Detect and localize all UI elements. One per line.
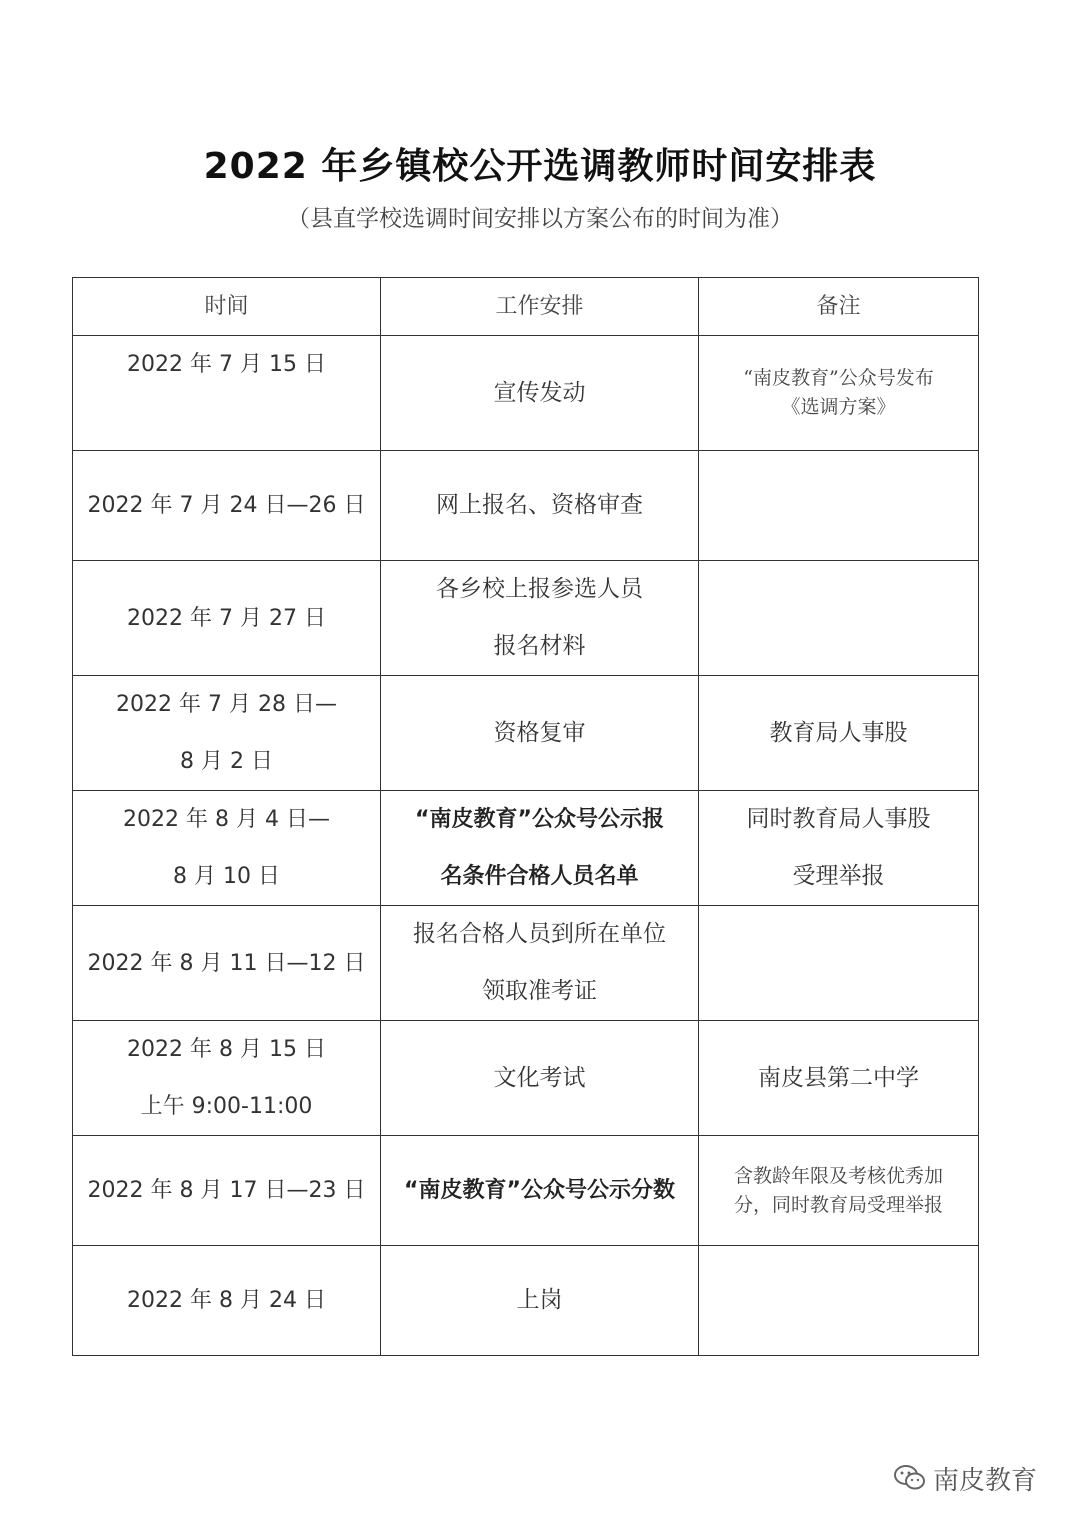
time-line: 2022 年 7 月 24 日—26 日 (87, 493, 366, 518)
note-line: 分，同时教育局受理举报 (733, 1193, 943, 1216)
table-row (73, 791, 979, 906)
note-cell (699, 451, 979, 561)
task-line: 网上报名、资格审查 (436, 492, 643, 518)
time-line: 2022 年 8 月 17 日—23 日 (87, 1178, 366, 1203)
time-cell (73, 336, 381, 451)
time-cell (73, 1246, 381, 1356)
time-cell (73, 561, 381, 676)
time-cell (73, 906, 381, 1021)
note-cell (699, 336, 979, 451)
time-line: 2022 年 8 月 15 日 (127, 1037, 326, 1062)
table-row (73, 1136, 979, 1246)
note-line: 受理举报 (792, 863, 885, 889)
table-row (73, 1246, 979, 1356)
table-row (73, 451, 979, 561)
time-cell (73, 676, 381, 791)
note-cell (699, 1136, 979, 1246)
task-cell (381, 451, 699, 561)
document-title: 2022 年乡镇校公开选调教师时间安排表 (203, 146, 877, 187)
note-cell (699, 791, 979, 906)
note-line: 《选调方案》 (781, 396, 896, 418)
table-row (73, 336, 979, 451)
task-cell (381, 791, 699, 906)
task-line: 上岗 (516, 1287, 563, 1313)
note-cell (699, 1246, 979, 1356)
task-line: “南皮教育”公众号公示分数 (404, 1178, 675, 1203)
note-line: “南皮教育”公众号发布 (743, 367, 934, 389)
note-cell (699, 676, 979, 791)
header-note: 备注 (699, 278, 979, 336)
time-cell (73, 1021, 381, 1136)
table-row (73, 676, 979, 791)
task-cell (381, 1021, 699, 1136)
task-cell (381, 1136, 699, 1246)
header-time: 时间 (73, 278, 381, 336)
task-line: “南皮教育”公众号公示报 (415, 807, 664, 832)
document-subtitle: （县直学校选调时间安排以方案公布的时间为准） (287, 206, 793, 232)
wechat-icon (893, 1463, 927, 1493)
table-row (73, 906, 979, 1021)
task-line: 文化考试 (493, 1064, 586, 1091)
table-row (73, 561, 979, 676)
time-line: 8 月 10 日 (173, 864, 280, 889)
time-line: 2022 年 7 月 28 日— (116, 692, 337, 717)
task-line: 资格复审 (493, 719, 586, 746)
note-cell (699, 906, 979, 1021)
time-line: 2022 年 7 月 27 日 (127, 605, 326, 631)
watermark-text: 南皮教育 (933, 1465, 1038, 1496)
note-line: 教育局人事股 (769, 719, 908, 746)
task-cell (381, 1246, 699, 1356)
schedule-table (72, 277, 979, 1356)
task-line: 报名合格人员到所在单位 (413, 921, 666, 947)
note-cell (699, 1021, 979, 1136)
note-line: 同时教育局人事股 (746, 806, 931, 832)
header-task: 工作安排 (381, 278, 699, 336)
time-line: 上午 9:00-11:00 (140, 1094, 313, 1119)
time-cell (73, 451, 381, 561)
time-line: 8 月 2 日 (180, 749, 273, 774)
task-line: 名条件合格人员名单 (440, 864, 639, 889)
watermark (893, 1458, 1053, 1498)
time-line: 2022 年 7 月 15 日 (127, 352, 326, 377)
time-line: 2022 年 8 月 24 日 (127, 1288, 326, 1313)
task-line: 报名材料 (493, 633, 586, 659)
time-line: 2022 年 8 月 11 日—12 日 (87, 950, 366, 976)
task-cell (381, 336, 699, 451)
note-cell (699, 561, 979, 676)
note-line: 南皮县第二中学 (758, 1064, 919, 1091)
task-cell (381, 561, 699, 676)
task-line: 宣传发动 (493, 379, 586, 406)
time-line: 2022 年 8 月 4 日— (123, 807, 330, 832)
table-header-row (73, 278, 979, 336)
task-cell (381, 676, 699, 791)
note-line: 含教龄年限及考核优秀加 (733, 1164, 943, 1187)
task-line: 各乡校上报参选人员 (436, 576, 643, 602)
task-line: 领取准考证 (482, 978, 597, 1004)
time-cell (73, 1136, 381, 1246)
table-row (73, 1021, 979, 1136)
task-cell (381, 906, 699, 1021)
time-cell (73, 791, 381, 906)
